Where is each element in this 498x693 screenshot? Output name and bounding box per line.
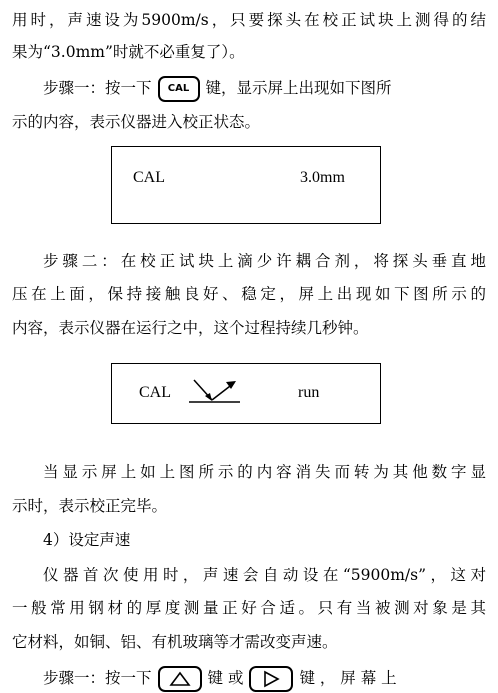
- paragraph-line: 示时，表示校正完毕。: [12, 497, 168, 515]
- step2-line: 步骤二：在校正试块上滴少许耦合剂，将探头垂直地: [43, 252, 486, 270]
- screen-mode-label: CAL: [133, 169, 165, 186]
- paragraph-line: 果为“3.0mm”时就不必重复了）。: [12, 43, 245, 61]
- last-suffix: 键 ， 屏 幕 上: [299, 669, 397, 687]
- cal-key-button: CAL: [158, 76, 200, 102]
- paragraph-line: 一般常用钢材的厚度测量正好合适。只有当被测对象是其: [12, 599, 486, 617]
- display-screen-calibration: [111, 146, 381, 224]
- right-key-button: [249, 666, 293, 692]
- right-triangle-icon: [262, 670, 280, 688]
- section-heading: 4）设定声速: [43, 531, 131, 549]
- last-prefix: 步骤一：按一下: [43, 669, 152, 687]
- up-key-button: [158, 666, 202, 692]
- reflection-arrow-icon: [186, 374, 246, 408]
- step1-line: [43, 76, 486, 96]
- screen-thickness-value: 3.0mm: [300, 169, 345, 186]
- paragraph-line: 仪器首次使用时，声速会自动设在“5900m/s”，这对: [43, 566, 486, 584]
- paragraph-line: 压在上面，保持接触良好、稳定，屏上出现如下图所示的: [12, 285, 486, 303]
- step1-prefix: 步骤一：按一下: [43, 79, 152, 97]
- display-screen-running: [111, 363, 381, 424]
- step1-suffix: 键，显示屏上出现如下图所: [205, 79, 392, 97]
- paragraph-line: 用时，声速设为5900m/s，只要探头在校正试块上测得的结: [12, 11, 486, 29]
- screen-mode-label: CAL: [139, 384, 171, 401]
- paragraph-line: 示的内容，表示仪器进入校正状态。: [12, 113, 261, 131]
- paragraph-line: 内容，表示仪器在运行之中，这个过程持续几秒钟。: [12, 319, 369, 337]
- paragraph-line: 当显示屏上如上图所示的内容消失而转为其他数字显: [43, 463, 486, 481]
- paragraph-line: 它材料，如铜、铝、有机玻璃等才需改变声速。: [12, 633, 338, 651]
- step1-arrow-line: [43, 666, 486, 686]
- screen-status-label: run: [298, 384, 320, 401]
- up-triangle-icon: [169, 671, 191, 687]
- last-middle: 键 或: [207, 669, 244, 687]
